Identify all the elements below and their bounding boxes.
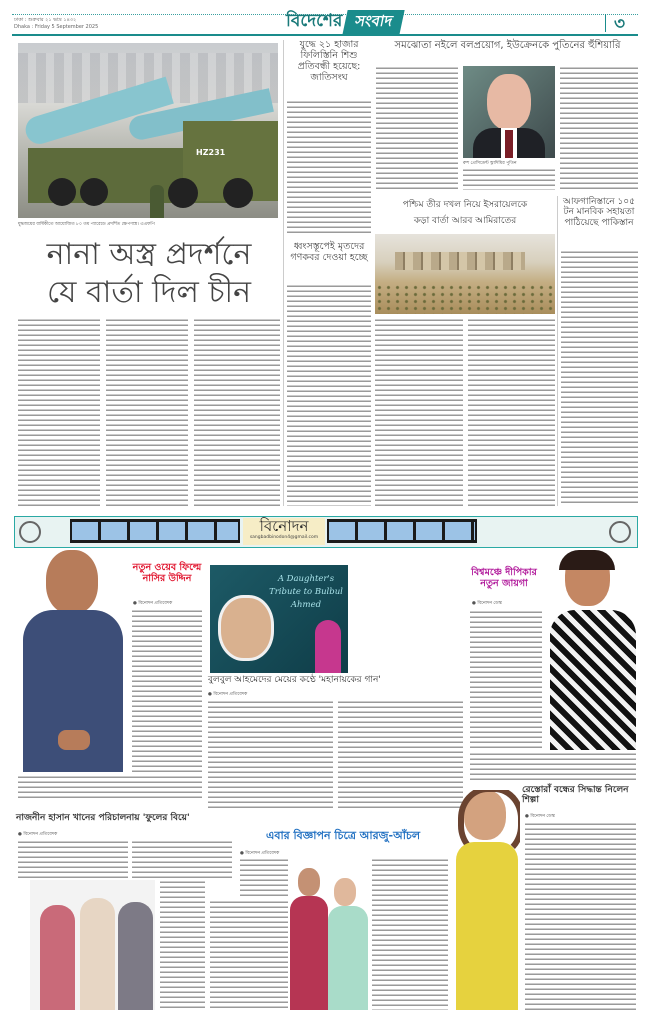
deepika-body-bottom (470, 752, 636, 780)
arju-anchal-photo (290, 868, 370, 1010)
fuler-biye-photo (30, 880, 155, 1010)
china-body-col2 (106, 318, 188, 506)
putin-photo (463, 66, 555, 158)
bulbul-headline: বুলবুল আহমেদের মেয়ের কণ্ঠে 'মহানায়কের গান' (208, 675, 381, 685)
deepika-byline: ● বিনোদন ডেস্ক (472, 601, 502, 606)
film-reel-icon (19, 521, 41, 543)
binodon-email: sangbadbinodon4@gmail.com (249, 535, 319, 540)
rubble-body (287, 284, 371, 506)
bulbul-byline: ● বিনোদন প্রতিবেদক (208, 692, 248, 697)
arju-headline: এবার বিজ্ঞাপন চিত্রে আরজু-আঁচল (265, 829, 421, 842)
nazneen-body-col3 (160, 880, 205, 1010)
rubble-headline: ধ্বংসস্তূপেই মৃতদের গণকবর দেওয়া হচ্ছে (290, 241, 368, 263)
missile-parade-photo (18, 43, 278, 218)
arju-byline: ● বিনোদন প্রতিবেদক (240, 851, 280, 856)
nazneen-body-col1 (18, 840, 128, 878)
afghan-headline: আফগানিস্তানে ১০৫ টন মানবিক সহায়তা পাঠিয়েছে পাকিস্তান (563, 197, 635, 228)
page-number: ৩ (614, 14, 626, 34)
putin-body-col1 (376, 66, 458, 190)
nasir-body (132, 609, 202, 772)
shilpa-photo (452, 790, 520, 1010)
china-body-col1 (18, 318, 100, 506)
shilpa-headline: রেস্তোরাঁ বন্ধের সিদ্ধান্ত নিলেন শিল্পা (522, 785, 629, 806)
westbank-body-col1 (375, 318, 463, 506)
shilpa-byline: ● বিনোদন ডেস্ক (525, 814, 555, 819)
binodon-banner (14, 516, 638, 548)
gaza-body (287, 100, 371, 235)
section-title-part2: সংবাদ (343, 10, 405, 35)
bulbul-photo-text: A Daughter's Tribute to Bulbul Ahmed (269, 574, 343, 610)
bulbul-tribute-photo (210, 565, 348, 673)
section-title (286, 11, 402, 33)
masthead-bottom-rule (12, 34, 638, 36)
china-headline-line1: নানা অস্ত্র প্রদর্শনে (46, 237, 252, 272)
westbank-settlement-photo (375, 234, 555, 314)
china-headline-line2: যে বার্তা দিল চীন (46, 275, 252, 310)
nasir-headline: নতুন ওয়েব ফিল্মে নাসির উদ্দিন (132, 562, 202, 584)
westbank-body-col2 (468, 318, 555, 506)
arju-body-col0 (210, 900, 288, 1010)
putin-headline: সমঝোতা নইলে বলপ্রয়োগ, ইউক্রেনকে পুতিনের হুঁশিয়ারি (394, 40, 621, 51)
bulbul-body-col1 (208, 700, 333, 808)
binodon-title: বিনোদন (259, 517, 309, 535)
date-bengali: ঢাকা : শুক্রবার ২১ ভাদ্র ১৪৩২ (14, 17, 77, 23)
westbank-headline-line1: পশ্চিম তীর দখল নিয়ে ইসরায়েলকে (402, 200, 528, 210)
nasir-uddin-photo (18, 550, 128, 772)
nazneen-headline: নাজনীন হাসান খানের পরিচালনায় 'ফুলের বিয়ে' (16, 813, 190, 823)
deepika-body (470, 610, 542, 748)
nazneen-byline: ● বিনোদন প্রতিবেদক (18, 832, 58, 837)
date-english: Dhaka : Friday 5 September 2025 (14, 24, 99, 30)
deepika-headline: বিশ্বমঞ্চে দীপিকার নতুন জায়গা (471, 567, 537, 589)
putin-photo-caption: রুশ প্রেসিডেন্ট ভ্লাদিমির পুতিন (463, 161, 517, 166)
china-photo-caption: যুদ্ধজয়ের বার্ষিকীতে আয়োজিত ৮০ তম প্যারেডে প্রদর্শিত ক্ষেপণাস্ত্র। এএফপি (18, 222, 155, 227)
deepika-photo (545, 550, 636, 750)
putin-body-col3 (560, 66, 638, 190)
gaza-headline: যুদ্ধে ২১ হাজার ফিলিস্তিনি শিশু প্রতিবন্ধী হয়েছে: জাতিসংঘ (297, 39, 361, 83)
arju-body-col2 (372, 858, 448, 1010)
westbank-headline-line2: কড়া বার্তা আরব আমিরাতের (413, 216, 517, 226)
section-title-part1: বিদেশের (286, 11, 343, 31)
nasir-body-bottom (18, 775, 202, 801)
arju-body-col1 (240, 858, 288, 898)
china-body-col3 (194, 318, 280, 506)
filmstrip-left (70, 519, 240, 543)
putin-body-col2 (463, 168, 555, 190)
film-reel-icon (609, 521, 631, 543)
nasir-byline: ● বিনোদন প্রতিবেদক (133, 601, 173, 606)
afghan-body (561, 250, 638, 506)
shilpa-body (525, 822, 636, 1010)
filmstrip-right (327, 519, 477, 543)
vehicle-label: HZ231 (196, 148, 226, 157)
binodon-logo (243, 518, 325, 545)
bulbul-body-col2 (338, 700, 463, 808)
nazneen-body-col2 (132, 840, 232, 878)
